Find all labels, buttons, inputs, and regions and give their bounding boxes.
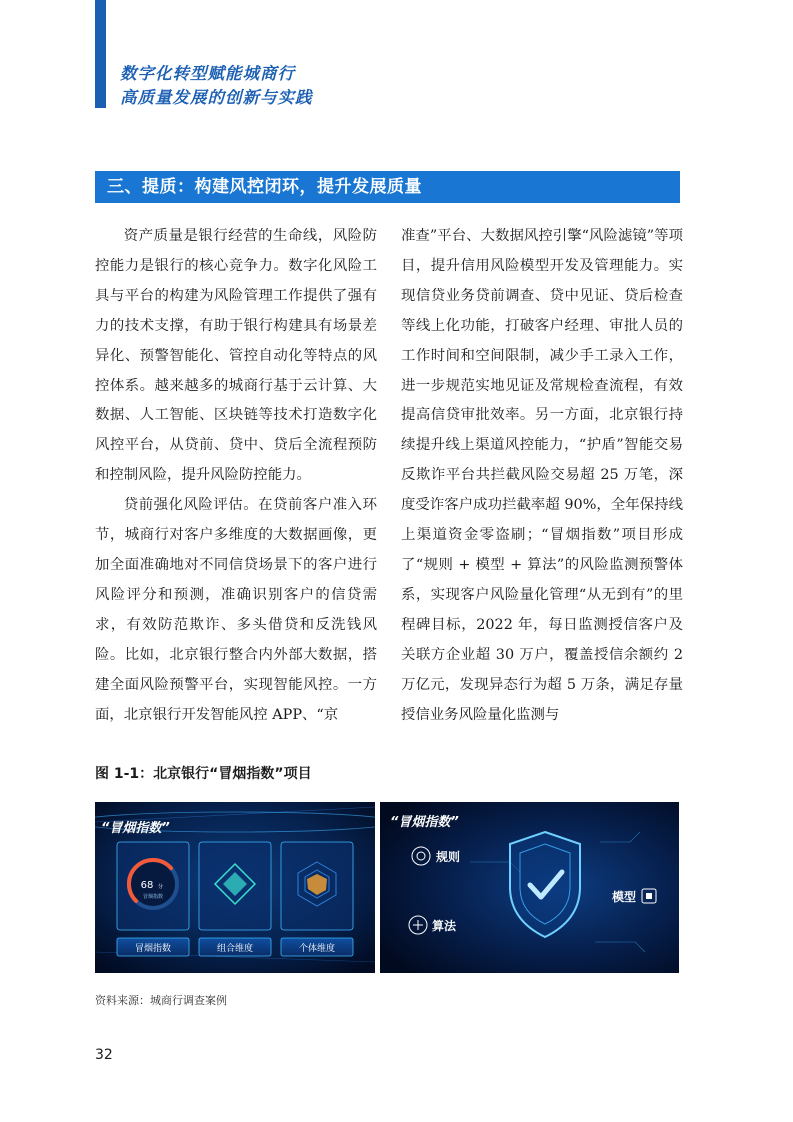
button-label: 个体维度 xyxy=(298,944,336,954)
gauge-card xyxy=(117,842,189,930)
running-header-line2: 高质量发展的创新与实践 xyxy=(120,88,313,107)
svg-text:算法: 算法 xyxy=(432,919,457,933)
paragraph: 贷前强化风险评估。在贷前客户准入环节，城商行对客户多维度的大数据画像，更加全面准确地对不同信贷场景下的客户进行风险评分和预测，准确识别客户的信贷需求，有效防范欺诈、多头借贷和反洗钱风险。比如，北京银行整合内外部大数据，搭建全面风险预警平台，实现智能风控。一方面，北京银行开发智能风控 APP、“京 xyxy=(95,497,377,723)
dashboard-buttons xyxy=(117,938,353,956)
svg-text:模型: 模型 xyxy=(612,890,637,904)
left-column xyxy=(95,222,377,730)
button-label: 组合维度 xyxy=(216,944,254,954)
source-note: 资料来源：城商行调查案例 xyxy=(95,994,227,1007)
paragraph: 资产质量是银行经营的生命线，风险防控能力是银行的核心竞争力。数字化风险工具与平台的构建为风险管理工作提供了强有力的技术支撑，有助于银行构建具有场景差异化、预警智能化、管控自动化等特点的风控体系。越来越多的城商行基于云计算、大数据、人工智能、区块链等技术打造数字化风控平台，从贷前、贷中、贷后全流程预防和控制风险，提升风险防控能力。 xyxy=(95,228,377,484)
paragraph: 准查”平台、大数据风控引擎“风险滤镜”等项目，提升信用风险模型开发及管理能力。实现信贷业务贷前调查、贷中见证、贷后检查等线上化功能，打破客户经理、审批人员的工作时间和空间限制，减少手工录入工作，进一步规范实地见证及常规检查流程，有效提高信贷审批效率。另一方面，北京银行持续提升线上渠道风控能力，“护盾”智能交易反欺诈平台共拦截风险交易超 25 万笔，深度受诈客户成功拦截率超 90%，全年保持线上渠道资金零盗刷；“冒烟指数”项目形成了“规则 + 模型 + 算法”的风险监测预警体系，实现客户风险量化管理“从无到有”的里程碑目标，2022 年，每日监测授信客户及关联方企业超 30 万户，覆盖授信余额约 2 万亿元，发现异态行为超 5 万条，满足存量授信业务风险量化监测与 xyxy=(401,228,683,723)
svg-text:规则: 规则 xyxy=(436,850,461,864)
individual-card xyxy=(281,842,353,930)
figure-shield-image xyxy=(380,802,679,973)
section-title: 三、提质：构建风控闭环，提升发展质量 xyxy=(95,171,680,203)
page-number: 32 xyxy=(95,1047,113,1063)
figure-dashboard-image xyxy=(95,802,375,973)
gauge-sub: 冒烟指数 xyxy=(142,894,164,900)
button-label: 冒烟指数 xyxy=(134,944,172,954)
running-header-line1: 数字化转型赋能城商行 xyxy=(120,64,295,83)
figure-caption: 图 1-1：北京银行“冒烟指数”项目 xyxy=(95,766,312,782)
header-accent-bar xyxy=(95,0,106,108)
running-header xyxy=(120,62,313,110)
gauge-value: 68 xyxy=(140,880,154,891)
left-panel-brand: “冒烟指数” xyxy=(101,821,170,836)
gauge-unit: 分 xyxy=(158,884,164,890)
right-panel-brand: “冒烟指数” xyxy=(390,815,459,830)
right-column xyxy=(401,222,683,730)
combination-card xyxy=(199,842,271,930)
